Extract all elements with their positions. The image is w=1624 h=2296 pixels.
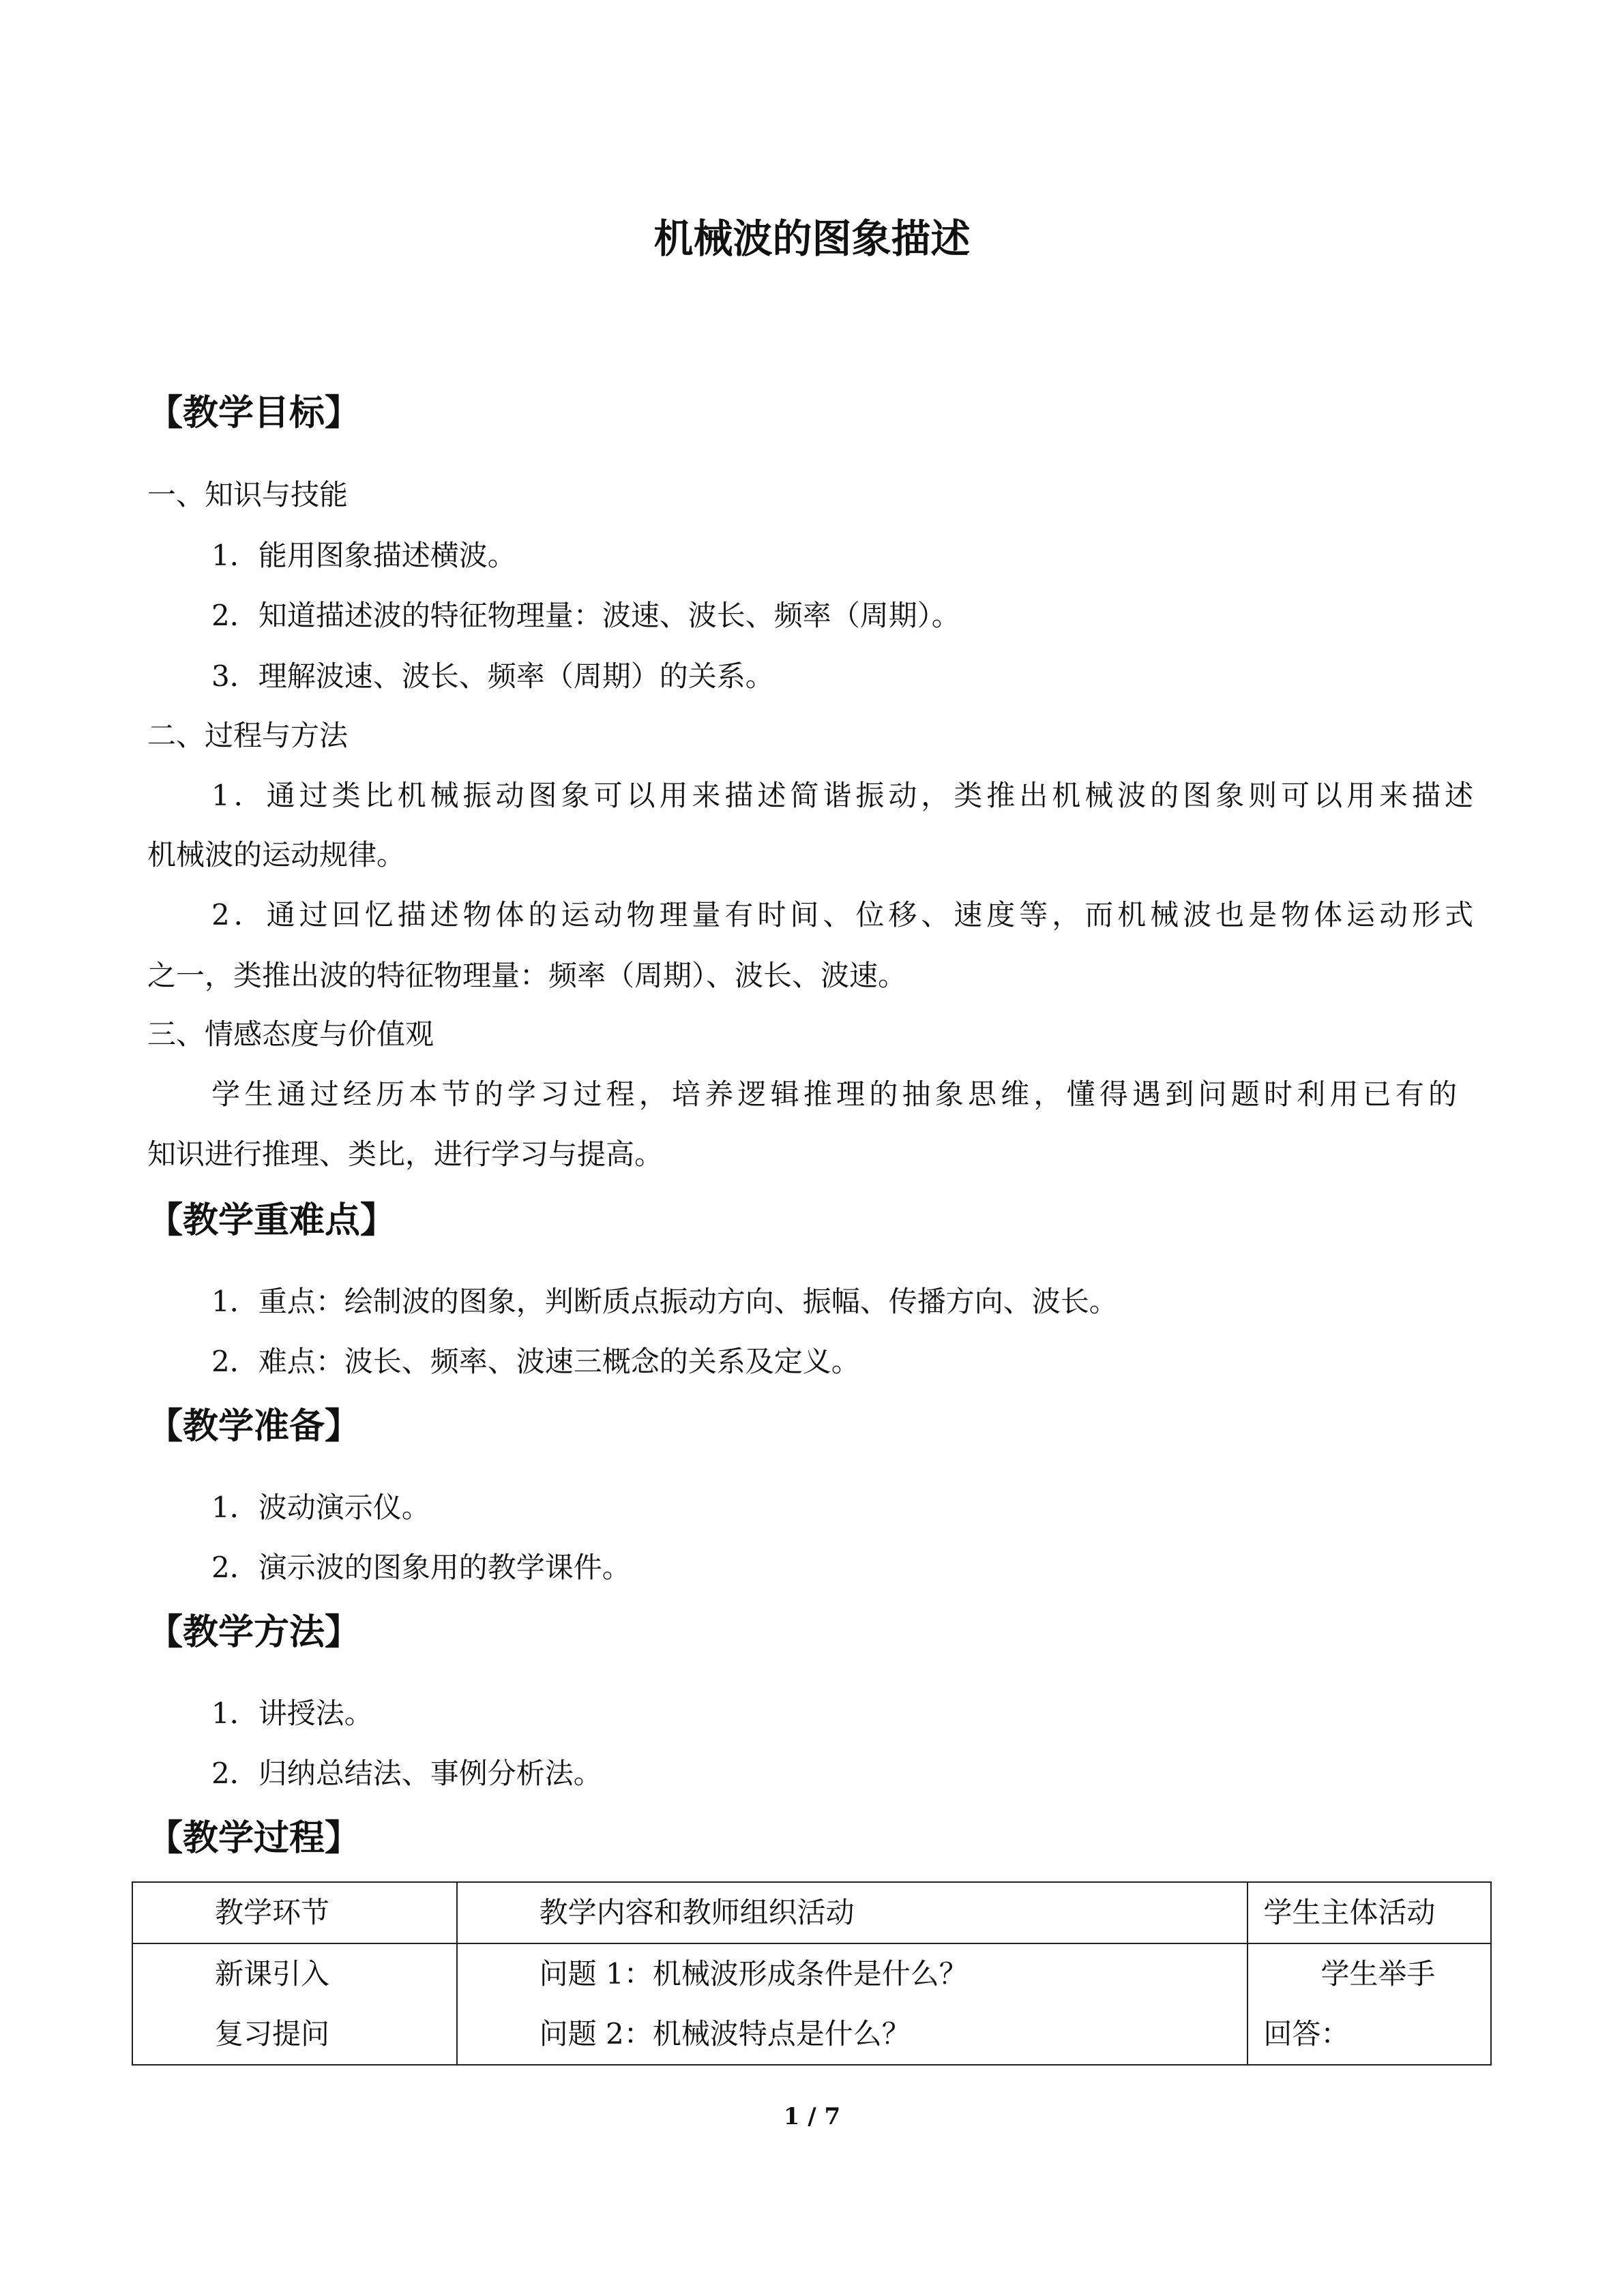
cell-content-line1: 问题 1：机械波形成条件是什么？ — [539, 1957, 968, 1991]
method-1: 1．讲授法。 — [211, 1697, 373, 1730]
process-table — [132, 1881, 1492, 2066]
method-2: 2．归纳总结法、事例分析法。 — [211, 1757, 602, 1790]
subheading-process-method: 二、过程与方法 — [147, 719, 349, 752]
heading-key-points: 【教学重难点】 — [147, 1200, 396, 1241]
objective-knowledge-3: 3．理解波速、波长、频率（周期）的关系。 — [211, 659, 774, 693]
heading-objectives: 【教学目标】 — [147, 393, 361, 434]
objective-knowledge-1: 1．能用图象描述横波。 — [211, 539, 516, 572]
objective-values-line1: 学生通过经历本节的学习过程，培养逻辑推理的抽象思维，懂得遇到问题时利用已有的 — [211, 1077, 1457, 1111]
cell-stage-line1: 新课引入 — [215, 1957, 330, 1991]
key-point-2: 2．难点：波长、频率、波速三概念的关系及定义。 — [211, 1345, 860, 1378]
subheading-values: 三、情感态度与价值观 — [147, 1017, 434, 1051]
key-point-1: 1．重点：绘制波的图象，判断质点振动方向、振幅、传播方向、波长。 — [211, 1285, 1118, 1318]
header-stage: 教学环节 — [132, 1882, 457, 1943]
cell-stage — [132, 1943, 457, 2065]
objective-method-1-line1: 1．通过类比机械振动图象可以用来描述简谐振动，类推出机械波的图象则可以用来描述 — [211, 779, 1473, 812]
heading-process: 【教学过程】 — [147, 1818, 361, 1859]
cell-student — [1247, 1943, 1491, 2065]
heading-methods: 【教学方法】 — [147, 1612, 361, 1653]
page-title: 机械波的图象描述 — [653, 215, 971, 262]
preparation-2: 2．演示波的图象用的教学课件。 — [211, 1551, 631, 1584]
cell-content-line2: 问题 2：机械波特点是什么？ — [539, 2017, 911, 2051]
objective-method-2-line1: 2．通过回忆描述物体的运动物理量有时间、位移、速度等，而机械波也是物体运动形式 — [211, 898, 1473, 931]
objective-knowledge-2: 2．知道描述波的特征物理量：波速、波长、频率（周期）。 — [211, 599, 960, 632]
objective-method-2-line2: 之一，类推出波的特征物理量：频率（周期）、波长、波速。 — [147, 959, 907, 992]
heading-preparation: 【教学准备】 — [147, 1406, 361, 1447]
objective-method-1-line2: 机械波的运动规律。 — [147, 838, 406, 871]
header-student: 学生主体活动 — [1247, 1882, 1491, 1943]
table-row — [132, 1943, 1491, 2065]
table-header-row — [132, 1882, 1491, 1943]
page-number: 1 / 7 — [783, 2103, 841, 2130]
cell-student-line2: 回答： — [1263, 2017, 1350, 2051]
subheading-knowledge: 一、知识与技能 — [147, 478, 349, 511]
header-content: 教学内容和教师组织活动 — [457, 1882, 1248, 1943]
preparation-1: 1．波动演示仪。 — [211, 1491, 430, 1524]
objective-values-line2: 知识进行推理、类比，进行学习与提高。 — [147, 1137, 664, 1171]
cell-student-line1: 学生举手 — [1320, 1957, 1436, 1991]
cell-content — [457, 1943, 1248, 2065]
cell-stage-line2: 复习提问 — [215, 2017, 330, 2051]
